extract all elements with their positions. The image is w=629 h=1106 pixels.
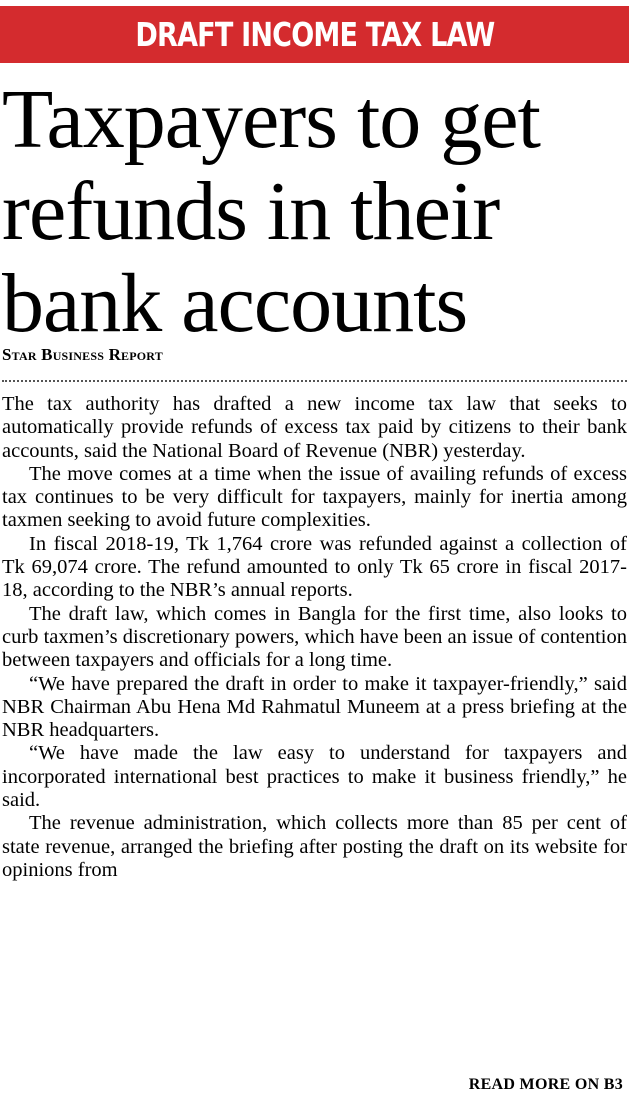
headline-line-2: refunds in their — [2, 165, 500, 258]
byline: Star Business Report — [2, 345, 163, 364]
headline — [2, 74, 629, 350]
article-paragraph: In fiscal 2018-19, Tk 1,764 crore was refunded against a collection of Tk 69,074 crore. The refund amounted to only Tk 65 crore in fiscal 2017-18, according to the NBR’s annual reports. — [2, 532, 627, 602]
article-body — [2, 393, 627, 1070]
article-paragraph: “We have prepared the draft in order to make it taxpayer-friendly,” said NBR Chairman Abu Hena Md Rahmatul Muneem at a press briefing at the NBR headquarters. — [2, 672, 627, 742]
headline-line-3: bank accounts — [2, 257, 468, 350]
read-more-jump: READ MORE ON B3 — [468, 1076, 623, 1093]
article-paragraph: “We have made the law easy to understand for taxpayers and incorporated international best practices to make it business friendly,” he said. — [2, 742, 627, 812]
article-paragraph: The tax authority has drafted a new income tax law that seeks to automatically provide refunds of excess tax paid by citizens to their bank accounts, said the National Board of Revenue (NBR) yesterday. — [2, 393, 627, 462]
article-paragraph: The move comes at a time when the issue of availing refunds of excess tax continues to be very difficult for taxpayers, mainly for inertia among taxmen seeking to avoid future complexities. — [2, 462, 627, 532]
section-kicker-bar — [0, 6, 629, 63]
headline-line-1: Taxpayers to get — [2, 73, 540, 166]
section-kicker: DRAFT INCOME TAX LAW — [134, 15, 495, 54]
article-paragraph: The draft law, which comes in Bangla for the first time, also looks to curb taxmen’s discretionary powers, which have been an issue of contention between taxpayers and officials for a long time. — [2, 602, 627, 672]
article-paragraph: The revenue administration, which collects more than 85 per cent of state revenue, arranged the briefing after posting the draft on its website for opinions from — [2, 812, 627, 881]
dotted-divider — [2, 380, 627, 382]
